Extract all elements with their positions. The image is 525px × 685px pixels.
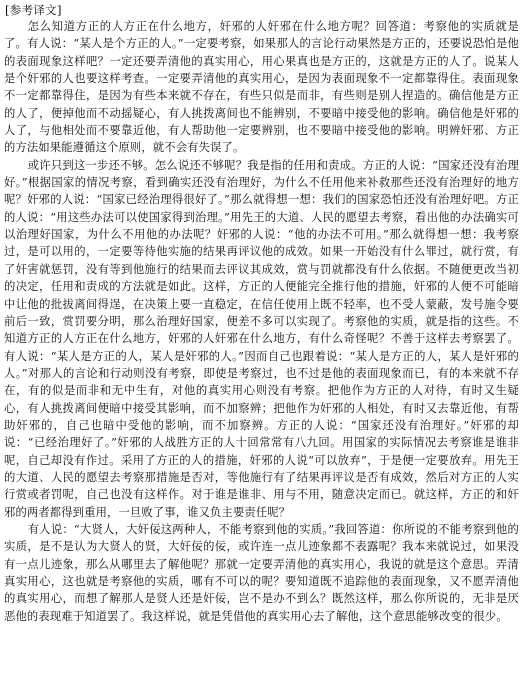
section-header: [参考译文] (5, 3, 62, 17)
paragraph-3: 有人说：“大贤人，大奸佞这两种人，不能考察到他的实质。”我回答道：你所说的不能考察到他的实质，是不是认为大贤人的贤，大奸佞的佞，或许连一点儿迹象都不表露呢？我本来就说过，如果没有一点儿迹象，那么从哪里去了解他呢？那就一定要弄清他的真实用心，我说的就是这个意思。弄清真实用心，这也就是考察他的实质，哪有不可以的呢？要知道既不追踪他的表面现象，又不愿弄清他的真实用心，而想了解那人是贤人还是奸佞，岂不是办不到么？既然这样，那么你所说的，无非是厌恶他的表现难于知道罢了。我这样说，就是凭借他的真实用心去了解他，这个意思能够改变的很少。 (4, 522, 519, 623)
paragraph-1: 怎么知道方正的人方正在什么地方，奸邪的人奸邪在什么地方呢？回答道：考察他的实质就是了。有人说：“某人是个方正的人。”一定要考察，如果那人的言论行动果然是方正的，还要说恐怕是他的表面现象这样吧？一定还要弄清他的真实用心，用心果真也是方正的，这就是方正的人了。说某人是个奸邪的人也要这样考查。一定要弄清他的真实用心，是因为表面现象不一定都靠得住。表面现象不一定都靠得住，是因为有些本来就不存在，有些只似是而非，有些则是别人捏造的。确信他是方正的人了，便掉他而不动摇疑心，有人挑拨离间也不能辨别，不要暗中接受他的影响。确信他是奸邪的人了，与他相处而不要靠近他，有人帮助他一定要辨别，也不要暗中接受他的影响。明辨奸邪、方正的方法如果能遵循这个原则，就不会有失误了。 (4, 20, 519, 155)
paragraph-2: 或许只到这一步还不够。怎么说还不够呢？我是指的任用和责成。方正的人说：“国家还没有治理好。”根据国家的情况考察，看到确实还没有治理好，为什么不任用他来补救那些还没有治理好的地方呢？奸邪的人说：“国家已经治理得很好了。”那么就得想一想：我们的国家恐怕还没有治理好吧。方正的人说：“用这些办法可以使国家得到治理。”用先王的大道、人民的愿望去考察，看出他的办法确实可以治理好国家，为什么不用他的办法呢？奸邪的人说：“他的办法不可用。”那么就得想一想：我考察过，是可以用的，一定要等待他实施的结果再评议他的成效。如果一开始没有什么罪过，就行赏，有了奸害就惩罚，没有等到他施行的结果而去评议其成效，赏与罚就都没有什么依据。不随便更改当初的决定，任用和责成的方法就是如此。这样，方正的人便能完全推行他的措施，奸邪的人便不可能暗中让他的批拔离间得逞，在决策上要一直稳定，在信任使用上既不轻率，也不受人蒙蔽，发号施令要前后一致，赏罚要分明，那么治理好国家，便差不多可以实现了。考察他的实质，就是指的这些。不知道方正的人方正在什么地方，奸邪的人奸邪在什么地方，有什么奇怪呢？不善于这样去考察罢了。有人说：“某人是方正的人，某人是奸邪的人。”因而自己也跟着说：“某人是方正的人，某人是奸邪的人。”对那人的言论和行动则没有考察，即使是考察过，也不过是他的表面现象而已，有的本来就不存在，有的似是而非和无中生有，对他的真实用心则没有考察。把他作为方正的人对待，有时又生疑心，有人挑拨离间便暗中接受其影响，而不加察辨；把他作为奸邪的人相处，有时又去靠近他，有帮助奸邪的，自己也暗中受他的影响，而不加察辨。方正的人说：“国家还没有治理好。”奸邪的却说：“已经治理好了。”奸邪的人战胜方正的人十回常常有八九回。用国家的实际情况去考察谁是谁非呢，自己却没有作过。采用了方正的人的措施，奸邪的人说“可以放弃”，于是便一定要放弃。用先王的大道、人民的愿望去考察那措施是否对，等他施行有了结果再评议是否有成效，然后对方正的人实行赏或者罚呢，自己也没有这样作。对于谁是谁非、用与不用，随意决定而已。就这样，方正的和奸邪的两者都得到重用，一旦败了事，谁又负主要责任呢？ (4, 158, 519, 519)
document-page (4, 2, 519, 682)
